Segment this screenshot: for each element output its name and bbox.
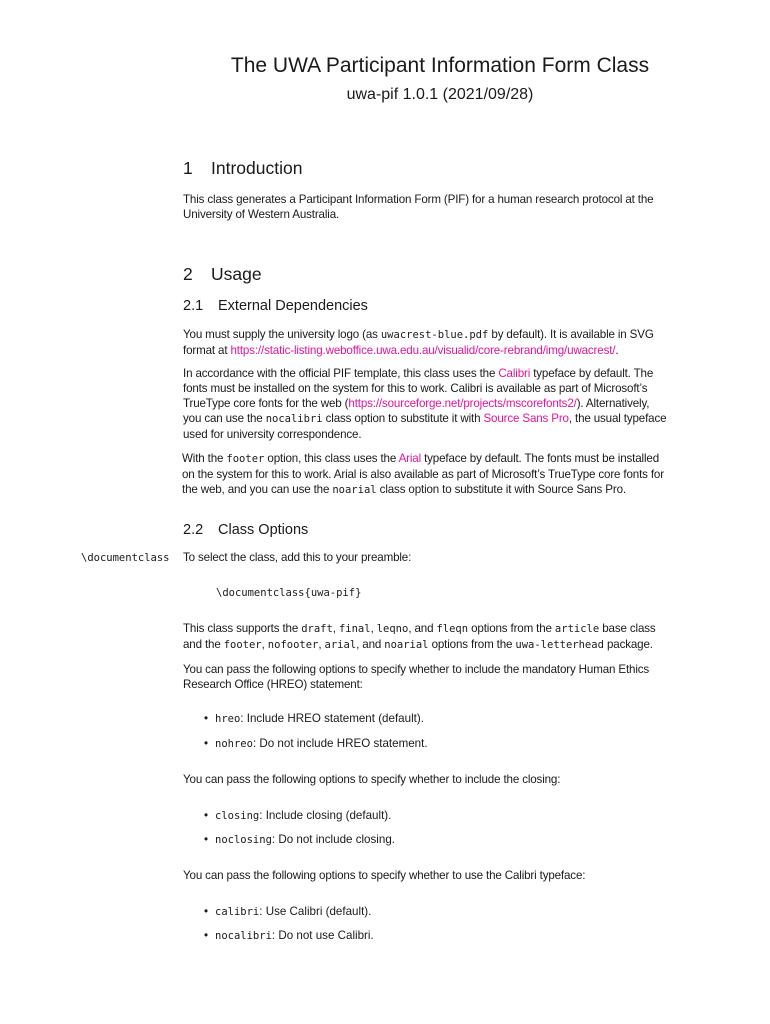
code-option: footer	[226, 453, 265, 465]
text-run: typeface by default. The	[530, 367, 654, 380]
code-option: noarial	[332, 484, 377, 496]
text-run: : Do not use Calibri.	[271, 929, 374, 942]
bullet-marker: •	[204, 929, 209, 942]
list-item-nocalibri	[204, 929, 374, 942]
code-option: hreo	[215, 713, 241, 725]
options-paragraph-select: To select the class, add this to your preamble:	[183, 551, 412, 564]
options-paragraph-supported	[183, 621, 703, 653]
options-paragraph-hreo	[183, 662, 703, 692]
text-run: : Include HREO statement (default).	[240, 712, 424, 725]
section-title: Introduction	[211, 158, 303, 178]
text-run: ,	[370, 622, 377, 635]
code-option: arial	[324, 639, 357, 651]
bullet-marker: •	[204, 712, 209, 725]
text-run: options from the	[428, 638, 516, 651]
list-item-noclosing	[204, 833, 395, 846]
intro-paragraph	[183, 192, 703, 222]
text-run: typeface by default. The fonts must be installed	[421, 452, 659, 465]
dependencies-paragraph-arial	[182, 451, 702, 498]
subsection-heading-external-dependencies	[183, 298, 368, 314]
subsection-number: 2.2	[183, 522, 204, 538]
text-run: This class supports the	[183, 622, 302, 635]
section-number: 2	[183, 264, 193, 284]
text-run: package.	[603, 638, 653, 651]
text-run: you can use the	[183, 412, 266, 425]
text-run: and the	[183, 638, 224, 651]
margin-note-documentclass: \documentclass	[81, 552, 170, 564]
subsection-title: Class Options	[218, 522, 309, 538]
bullet-marker: •	[204, 737, 209, 750]
code-option: footer	[223, 639, 262, 651]
text-run: class option to substitute it with Source Sans Pro.	[376, 483, 626, 496]
section-number: 1	[183, 158, 193, 178]
text-run: .	[615, 344, 619, 357]
section-title: Usage	[211, 264, 262, 284]
code-option: closing	[215, 810, 260, 822]
text-run: options from the	[468, 622, 555, 635]
code-option: nocalibri	[265, 413, 323, 425]
text-run: You must supply the university logo (as	[183, 328, 381, 341]
arial-link[interactable]: Arial	[398, 452, 422, 465]
text-run: : Do not include HREO statement.	[252, 737, 428, 750]
bullet-marker: •	[204, 833, 209, 846]
section-heading-usage	[183, 264, 262, 285]
text-run: class option to substitute it with	[322, 412, 484, 425]
options-paragraph-closing: You can pass the following options to specify whether to include the closing:	[183, 773, 561, 786]
list-item-calibri	[204, 905, 371, 918]
text-run: format at	[183, 344, 231, 357]
code-package: uwa-letterhead	[515, 639, 604, 651]
list-item-closing	[204, 809, 391, 822]
code-filename: uwacrest-blue.pdf	[380, 329, 489, 341]
text-run: the web, and you can use the	[182, 483, 333, 496]
code-option: calibri	[215, 906, 260, 918]
text-run: option, this class uses the	[264, 452, 399, 465]
dependencies-paragraph-logo	[183, 327, 703, 358]
mscorefonts-link[interactable]: https://sourceforge.net/projects/mscorefonts2/	[348, 397, 577, 410]
text-run: TrueType core fonts for the web (	[183, 397, 349, 410]
list-item-hreo	[204, 712, 424, 725]
code-option: noarial	[384, 639, 429, 651]
text-run: ,	[261, 638, 268, 651]
calibri-link[interactable]: Calibri	[498, 367, 531, 380]
text-line: used for university correspondence.	[183, 428, 362, 441]
text-run: With the	[182, 452, 227, 465]
text-line: Research Office (HREO) statement:	[183, 678, 363, 691]
code-option: draft	[301, 623, 333, 635]
text-run: , the usual typeface	[568, 412, 667, 425]
text-run: : Do not include closing.	[271, 833, 395, 846]
text-line: You can pass the following options to specify whether to include the mandatory Human Ethics	[183, 663, 650, 676]
text-line: fonts must be installed on the system for this to work. Calibri is available as part of Microsoft’s	[183, 382, 648, 395]
text-line: University of Western Australia.	[183, 208, 340, 221]
code-class: article	[554, 623, 600, 635]
uwacrest-link[interactable]: https://static-listing.weboffice.uwa.edu.au/visualid/core-rebrand/img/uwacrest/	[230, 344, 616, 357]
text-run: ). Alternatively,	[576, 397, 650, 410]
text-run: : Include closing (default).	[259, 809, 392, 822]
section-heading-introduction	[183, 158, 302, 179]
bullet-marker: •	[204, 809, 209, 822]
text-run: by default). It is available in SVG	[488, 328, 654, 341]
text-run: , and	[356, 638, 385, 651]
text-run: ,	[318, 638, 325, 651]
code-option: nohreo	[215, 738, 253, 750]
subsection-number: 2.1	[183, 298, 204, 314]
text-run: base class	[599, 622, 656, 635]
document-subtitle: uwa-pif 1.0.1 (2021/09/28)	[346, 86, 534, 103]
document-title: The UWA Participant Information Form Class	[230, 54, 650, 77]
code-option: fleqn	[436, 623, 469, 635]
code-option: leqno	[376, 623, 409, 635]
options-paragraph-calibri: You can pass the following options to specify whether to use the Calibri typeface:	[183, 869, 586, 882]
text-line: This class generates a Participant Information Form (PIF) for a human research protocol at the	[183, 193, 654, 206]
subsection-title: External Dependencies	[218, 298, 368, 314]
text-run: , and	[408, 622, 437, 635]
bullet-marker: •	[204, 905, 209, 918]
source-sans-pro-link[interactable]: Source Sans Pro	[483, 412, 569, 425]
text-line: on the system for this to work. Arial is also available as part of Microsoft’s TrueType core fonts for	[182, 468, 664, 481]
dependencies-paragraph-calibri	[183, 366, 703, 442]
list-item-nohreo	[204, 737, 428, 750]
code-option: nocalibri	[215, 930, 272, 942]
code-option: nofooter	[267, 639, 319, 651]
text-run: : Use Calibri (default).	[259, 905, 372, 918]
text-run: ,	[332, 622, 339, 635]
subsection-heading-class-options	[183, 522, 308, 538]
code-option: noclosing	[215, 834, 272, 846]
code-block-documentclass: \documentclass{uwa-pif}	[216, 587, 362, 599]
text-run: In accordance with the official PIF template, this class uses the	[183, 367, 499, 380]
code-option: final	[338, 623, 371, 635]
